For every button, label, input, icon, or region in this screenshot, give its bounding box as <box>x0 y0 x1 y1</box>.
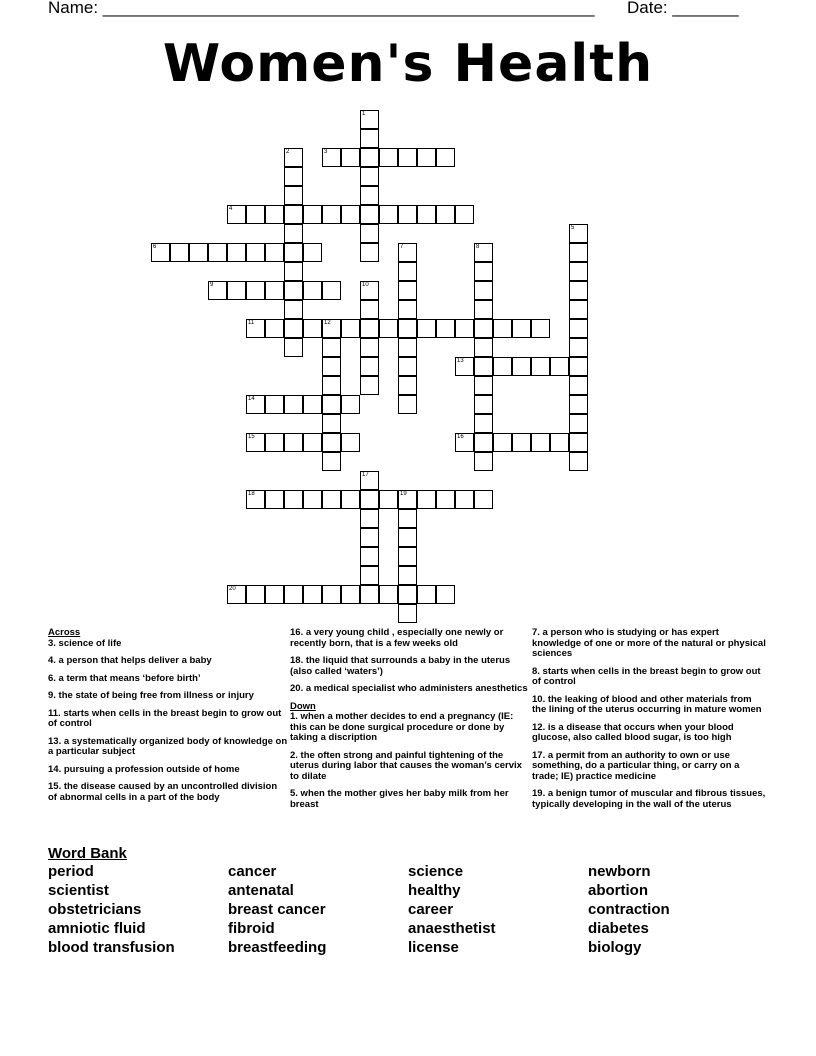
crossword-cell[interactable] <box>265 433 284 452</box>
crossword-cell[interactable] <box>512 357 531 376</box>
crossword-cell[interactable] <box>455 490 474 509</box>
word-bank-word: breastfeeding <box>228 939 327 956</box>
word-bank-word: diabetes <box>588 920 649 937</box>
word-bank-word: scientist <box>48 882 109 899</box>
word-bank-word: amniotic fluid <box>48 920 146 937</box>
crossword-cell[interactable] <box>246 243 265 262</box>
crossword-cell[interactable] <box>474 433 493 452</box>
clue-number: 11 <box>248 320 255 326</box>
crossword-cell[interactable] <box>151 243 170 262</box>
crossword-cell[interactable] <box>398 148 417 167</box>
clue-across-14: 14. pursuing a profession outside of home <box>48 763 240 775</box>
crossword-cell[interactable] <box>379 319 398 338</box>
crossword-cell[interactable] <box>569 376 588 395</box>
crossword-cell[interactable] <box>360 281 379 300</box>
word-bank-word: career <box>408 901 454 918</box>
clue-down-8: 8. starts when cells in the breast begin to grow out of control <box>532 665 761 687</box>
word-bank-column <box>48 862 175 957</box>
clue-across-11: 11. starts when cells in the breast begin to grow out of control <box>48 707 282 729</box>
crossword-cell[interactable] <box>398 604 417 623</box>
crossword-cell[interactable] <box>265 319 284 338</box>
crossword-cell[interactable] <box>360 110 379 129</box>
crossword-cell[interactable] <box>246 281 265 300</box>
crossword-cell[interactable] <box>474 490 493 509</box>
crossword-cell[interactable] <box>322 338 341 357</box>
word-bank-word: biology <box>588 939 642 956</box>
crossword-cell[interactable] <box>474 300 493 319</box>
crossword-cell[interactable] <box>208 243 227 262</box>
crossword-cell[interactable] <box>474 319 493 338</box>
crossword-cell[interactable] <box>398 281 417 300</box>
crossword-cell[interactable] <box>322 395 341 414</box>
crossword-cell[interactable] <box>341 205 360 224</box>
crossword-cell[interactable] <box>417 585 436 604</box>
crossword-cell[interactable] <box>303 319 322 338</box>
clue-across-20: 20. a medical specialist who administers anesthetics <box>290 683 528 694</box>
clue-down-17: 17. a permit from an authority to own or use something, do a particular thing, or carry on a trade; IE) practice medicine <box>532 749 740 782</box>
clue-down-12: 12. is a disease that occurs when your blood glucose, also called blood sugar, is too high <box>532 721 734 743</box>
clue-number: 14 <box>248 396 255 402</box>
clue-number: 12 <box>324 320 331 326</box>
crossword-cell[interactable] <box>246 395 265 414</box>
crossword-cell[interactable] <box>360 357 379 376</box>
crossword-cell[interactable] <box>512 433 531 452</box>
crossword-cell[interactable] <box>360 528 379 547</box>
crossword-cell[interactable] <box>284 585 303 604</box>
crossword-cell[interactable] <box>284 490 303 509</box>
crossword-cell[interactable] <box>379 148 398 167</box>
word-bank-word: newborn <box>588 863 651 880</box>
crossword-cell[interactable] <box>474 414 493 433</box>
crossword-cell[interactable] <box>569 262 588 281</box>
crossword-cell[interactable] <box>493 433 512 452</box>
crossword-cell[interactable] <box>303 395 322 414</box>
clue-across-16: 16. a very young child , especially one newly or recently born, that is a few weeks old <box>290 627 504 649</box>
clue-across-18: 18. the liquid that surrounds a baby in the uterus (also called ‘waters’) <box>290 655 511 677</box>
crossword-cell[interactable] <box>284 319 303 338</box>
clue-across-9: 9. the state of being free from illness or injury <box>48 690 254 701</box>
crossword-cell[interactable] <box>569 300 588 319</box>
crossword-cell[interactable] <box>189 243 208 262</box>
crossword-cell[interactable] <box>398 319 417 338</box>
crossword-cell[interactable] <box>531 433 550 452</box>
crossword-cell[interactable] <box>265 243 284 262</box>
crossword-cell[interactable] <box>360 186 379 205</box>
crossword-cell[interactable] <box>284 395 303 414</box>
crossword-cell[interactable] <box>360 566 379 585</box>
word-bank-word: contraction <box>588 901 670 918</box>
crossword-cell[interactable] <box>417 148 436 167</box>
crossword-cell[interactable] <box>284 338 303 357</box>
crossword-cell[interactable] <box>531 357 550 376</box>
crossword-cell[interactable] <box>398 528 417 547</box>
crossword-cell[interactable] <box>493 319 512 338</box>
crossword-cell[interactable] <box>322 414 341 433</box>
crossword-cell[interactable] <box>398 566 417 585</box>
crossword-cell[interactable] <box>512 319 531 338</box>
crossword-cell[interactable] <box>360 224 379 243</box>
crossword-cell[interactable] <box>398 490 417 509</box>
word-bank-word: blood transfusion <box>48 939 175 956</box>
crossword-cell[interactable] <box>398 395 417 414</box>
crossword-cell[interactable] <box>284 186 303 205</box>
crossword-cell[interactable] <box>246 433 265 452</box>
crossword-cell[interactable] <box>322 452 341 471</box>
clue-number: 7 <box>400 244 404 250</box>
clue-down-7: 7. a person who is studying or has expert knowledge of one or more of the natural or physical sciences <box>532 627 766 659</box>
crossword-cell[interactable] <box>474 243 493 262</box>
crossword-cell[interactable] <box>569 433 588 452</box>
crossword-cell[interactable] <box>398 338 417 357</box>
crossword-cell[interactable] <box>398 509 417 528</box>
across-heading: Across <box>48 627 81 638</box>
clue-number: 4 <box>229 206 233 212</box>
word-bank-title: Word Bank <box>48 845 127 862</box>
crossword-cell[interactable] <box>322 433 341 452</box>
crossword-cell[interactable] <box>303 205 322 224</box>
clues-column-3 <box>532 628 768 817</box>
crossword-cell[interactable] <box>398 243 417 262</box>
crossword-cell[interactable] <box>474 395 493 414</box>
clue-down-5: 5. when the mother gives her baby milk from her breast <box>290 788 509 810</box>
crossword-cell[interactable] <box>569 395 588 414</box>
crossword-cell[interactable] <box>569 224 588 243</box>
crossword-cell[interactable] <box>569 414 588 433</box>
crossword-cell[interactable] <box>550 357 569 376</box>
crossword-cell[interactable] <box>360 300 379 319</box>
crossword-cell[interactable] <box>569 357 588 376</box>
crossword-cell[interactable] <box>303 243 322 262</box>
crossword-cell[interactable] <box>360 167 379 186</box>
crossword-cell[interactable] <box>246 205 265 224</box>
crossword-cell[interactable] <box>246 585 265 604</box>
clue-number: 15 <box>248 434 255 440</box>
crossword-cell[interactable] <box>341 490 360 509</box>
crossword-cell[interactable] <box>303 490 322 509</box>
crossword-cell[interactable] <box>436 490 455 509</box>
crossword-cell[interactable] <box>550 433 569 452</box>
crossword-cell[interactable] <box>227 243 246 262</box>
crossword-cell[interactable] <box>455 319 474 338</box>
word-bank-column <box>228 862 326 957</box>
word-bank-column <box>588 862 670 957</box>
crossword-cell[interactable] <box>284 281 303 300</box>
crossword-cell[interactable] <box>474 338 493 357</box>
clue-number: 9 <box>210 282 214 288</box>
clues-column-1 <box>48 628 288 810</box>
crossword-cell[interactable] <box>303 433 322 452</box>
clue-across-3: 3. science of life <box>48 637 122 649</box>
crossword-cell[interactable] <box>322 357 341 376</box>
crossword-cell[interactable] <box>265 281 284 300</box>
crossword-cell[interactable] <box>360 338 379 357</box>
crossword-cell[interactable] <box>569 243 588 262</box>
clue-down-1: 1. when a mother decides to end a pregnancy (IE: this can be done surgical procedure or done by taking a discription <box>290 711 514 743</box>
crossword-cell[interactable] <box>284 224 303 243</box>
crossword-cell[interactable] <box>360 376 379 395</box>
crossword-cell[interactable] <box>569 281 588 300</box>
crossword-cell[interactable] <box>170 243 189 262</box>
crossword-cell[interactable] <box>246 490 265 509</box>
clue-down-2: 2. the often strong and painful tightening of the uterus during labor that causes the woman’s cervix to dilate <box>290 749 522 782</box>
crossword-cell[interactable] <box>341 148 360 167</box>
word-bank-word: abortion <box>588 882 648 899</box>
crossword-cell[interactable] <box>360 205 379 224</box>
crossword-cell[interactable] <box>322 148 341 167</box>
word-bank-word: antenatal <box>228 882 294 899</box>
crossword-cell[interactable] <box>398 205 417 224</box>
clue-across-4: 4. a person that helps deliver a baby <box>48 655 212 666</box>
crossword-cell[interactable] <box>303 585 322 604</box>
crossword-cell[interactable] <box>341 585 360 604</box>
crossword-cell[interactable] <box>436 585 455 604</box>
crossword-cell[interactable] <box>569 319 588 338</box>
crossword-cell[interactable] <box>360 319 379 338</box>
clue-across-6: 6. a term that means ‘before birth’ <box>48 672 201 684</box>
word-bank-word: science <box>408 863 464 880</box>
crossword-cell[interactable] <box>379 205 398 224</box>
crossword-cell[interactable] <box>436 148 455 167</box>
crossword-cell[interactable] <box>322 490 341 509</box>
crossword-cell[interactable] <box>227 281 246 300</box>
crossword-cell[interactable] <box>322 376 341 395</box>
crossword-cell[interactable] <box>569 338 588 357</box>
crossword-cell[interactable] <box>455 433 474 452</box>
crossword-cell[interactable] <box>379 585 398 604</box>
down-heading: Down <box>290 700 316 712</box>
clue-number: 5 <box>571 225 575 231</box>
crossword-cell[interactable] <box>265 585 284 604</box>
crossword-cell[interactable] <box>341 433 360 452</box>
clue-number: 16 <box>457 434 464 440</box>
word-bank-word: fibroid <box>228 920 275 937</box>
crossword-cell[interactable] <box>417 205 436 224</box>
clue-down-10: 10. the leaking of blood and other materials from the lining of the uterus occurring in mature women <box>532 693 762 715</box>
clue-number: 6 <box>153 244 157 250</box>
crossword-cell[interactable] <box>474 262 493 281</box>
crossword-cell[interactable] <box>284 205 303 224</box>
crossword-cell[interactable] <box>265 490 284 509</box>
clue-number: 10 <box>362 282 369 288</box>
crossword-cell[interactable] <box>360 243 379 262</box>
word-bank-column <box>408 862 496 957</box>
crossword-cell[interactable] <box>227 205 246 224</box>
crossword-cell[interactable] <box>284 300 303 319</box>
crossword-cell[interactable] <box>360 585 379 604</box>
word-bank-word: cancer <box>228 863 277 880</box>
crossword-cell[interactable] <box>360 547 379 566</box>
crossword-cell[interactable] <box>284 433 303 452</box>
clue-number: 19 <box>400 491 407 497</box>
clue-number: 20 <box>229 586 236 592</box>
clues-column-2 <box>290 628 530 817</box>
word-bank-word: obstetricians <box>48 901 142 918</box>
crossword-cell[interactable] <box>531 319 550 338</box>
crossword-cell[interactable] <box>569 452 588 471</box>
clue-number: 1 <box>362 111 366 117</box>
crossword-cell[interactable] <box>474 357 493 376</box>
crossword-cell[interactable] <box>398 262 417 281</box>
crossword-cell[interactable] <box>246 319 265 338</box>
clue-number: 18 <box>248 491 255 497</box>
crossword-cell[interactable] <box>284 167 303 186</box>
crossword-cell[interactable] <box>474 376 493 395</box>
crossword-cell[interactable] <box>493 357 512 376</box>
crossword-cell[interactable] <box>322 205 341 224</box>
date-field[interactable]: Date: _______ <box>627 0 739 17</box>
crossword-cell[interactable] <box>322 585 341 604</box>
crossword-cell[interactable] <box>360 490 379 509</box>
crossword-cell[interactable] <box>398 547 417 566</box>
crossword-cell[interactable] <box>284 262 303 281</box>
crossword-cell[interactable] <box>360 148 379 167</box>
clue-across-13: 13. a systematically organized body of knowledge on a particular subject <box>48 735 288 757</box>
clue-number: 3 <box>324 149 328 155</box>
crossword-cell[interactable] <box>417 319 436 338</box>
crossword-cell[interactable] <box>227 585 246 604</box>
crossword-cell[interactable] <box>265 205 284 224</box>
clue-down-19: 19. a benign tumor of muscular and fibrous tissues, typically developing in the wall of the uterus <box>532 788 766 810</box>
clue-number: 8 <box>476 244 480 250</box>
word-bank-word: license <box>408 939 459 956</box>
crossword-cell[interactable] <box>417 490 436 509</box>
crossword-cell[interactable] <box>455 357 474 376</box>
word-bank-word: healthy <box>408 882 461 899</box>
clue-number: 13 <box>457 358 464 364</box>
crossword-cell[interactable] <box>284 243 303 262</box>
crossword-cell[interactable] <box>360 129 379 148</box>
crossword-cell[interactable] <box>360 509 379 528</box>
crossword-cell[interactable] <box>379 490 398 509</box>
name-field[interactable]: Name: ____________________________________________________ <box>48 0 595 17</box>
crossword-cell[interactable] <box>474 452 493 471</box>
crossword-cell[interactable] <box>341 319 360 338</box>
word-bank-word: anaesthetist <box>408 920 496 937</box>
clue-number: 17 <box>362 472 369 478</box>
crossword-cell[interactable] <box>398 357 417 376</box>
crossword-cell[interactable] <box>436 319 455 338</box>
word-bank-word: period <box>48 863 94 880</box>
crossword-cell[interactable] <box>303 281 322 300</box>
clue-number: 2 <box>286 149 290 155</box>
crossword-cell[interactable] <box>455 205 474 224</box>
crossword-cell[interactable] <box>284 148 303 167</box>
crossword-cell[interactable] <box>322 281 341 300</box>
clue-across-15: 15. the disease caused by an uncontrolled division of abnormal cells in a part of the body <box>48 781 278 803</box>
crossword-cell[interactable] <box>322 319 341 338</box>
word-bank-word: breast cancer <box>228 901 326 918</box>
page-title: Women's Health <box>162 34 654 94</box>
crossword-cell[interactable] <box>360 471 379 490</box>
crossword-cell[interactable] <box>341 395 360 414</box>
crossword-cell[interactable] <box>398 585 417 604</box>
crossword-cell[interactable] <box>398 300 417 319</box>
crossword-cell[interactable] <box>265 395 284 414</box>
crossword-cell[interactable] <box>398 376 417 395</box>
crossword-cell[interactable] <box>436 205 455 224</box>
crossword-cell[interactable] <box>474 281 493 300</box>
crossword-cell[interactable] <box>208 281 227 300</box>
